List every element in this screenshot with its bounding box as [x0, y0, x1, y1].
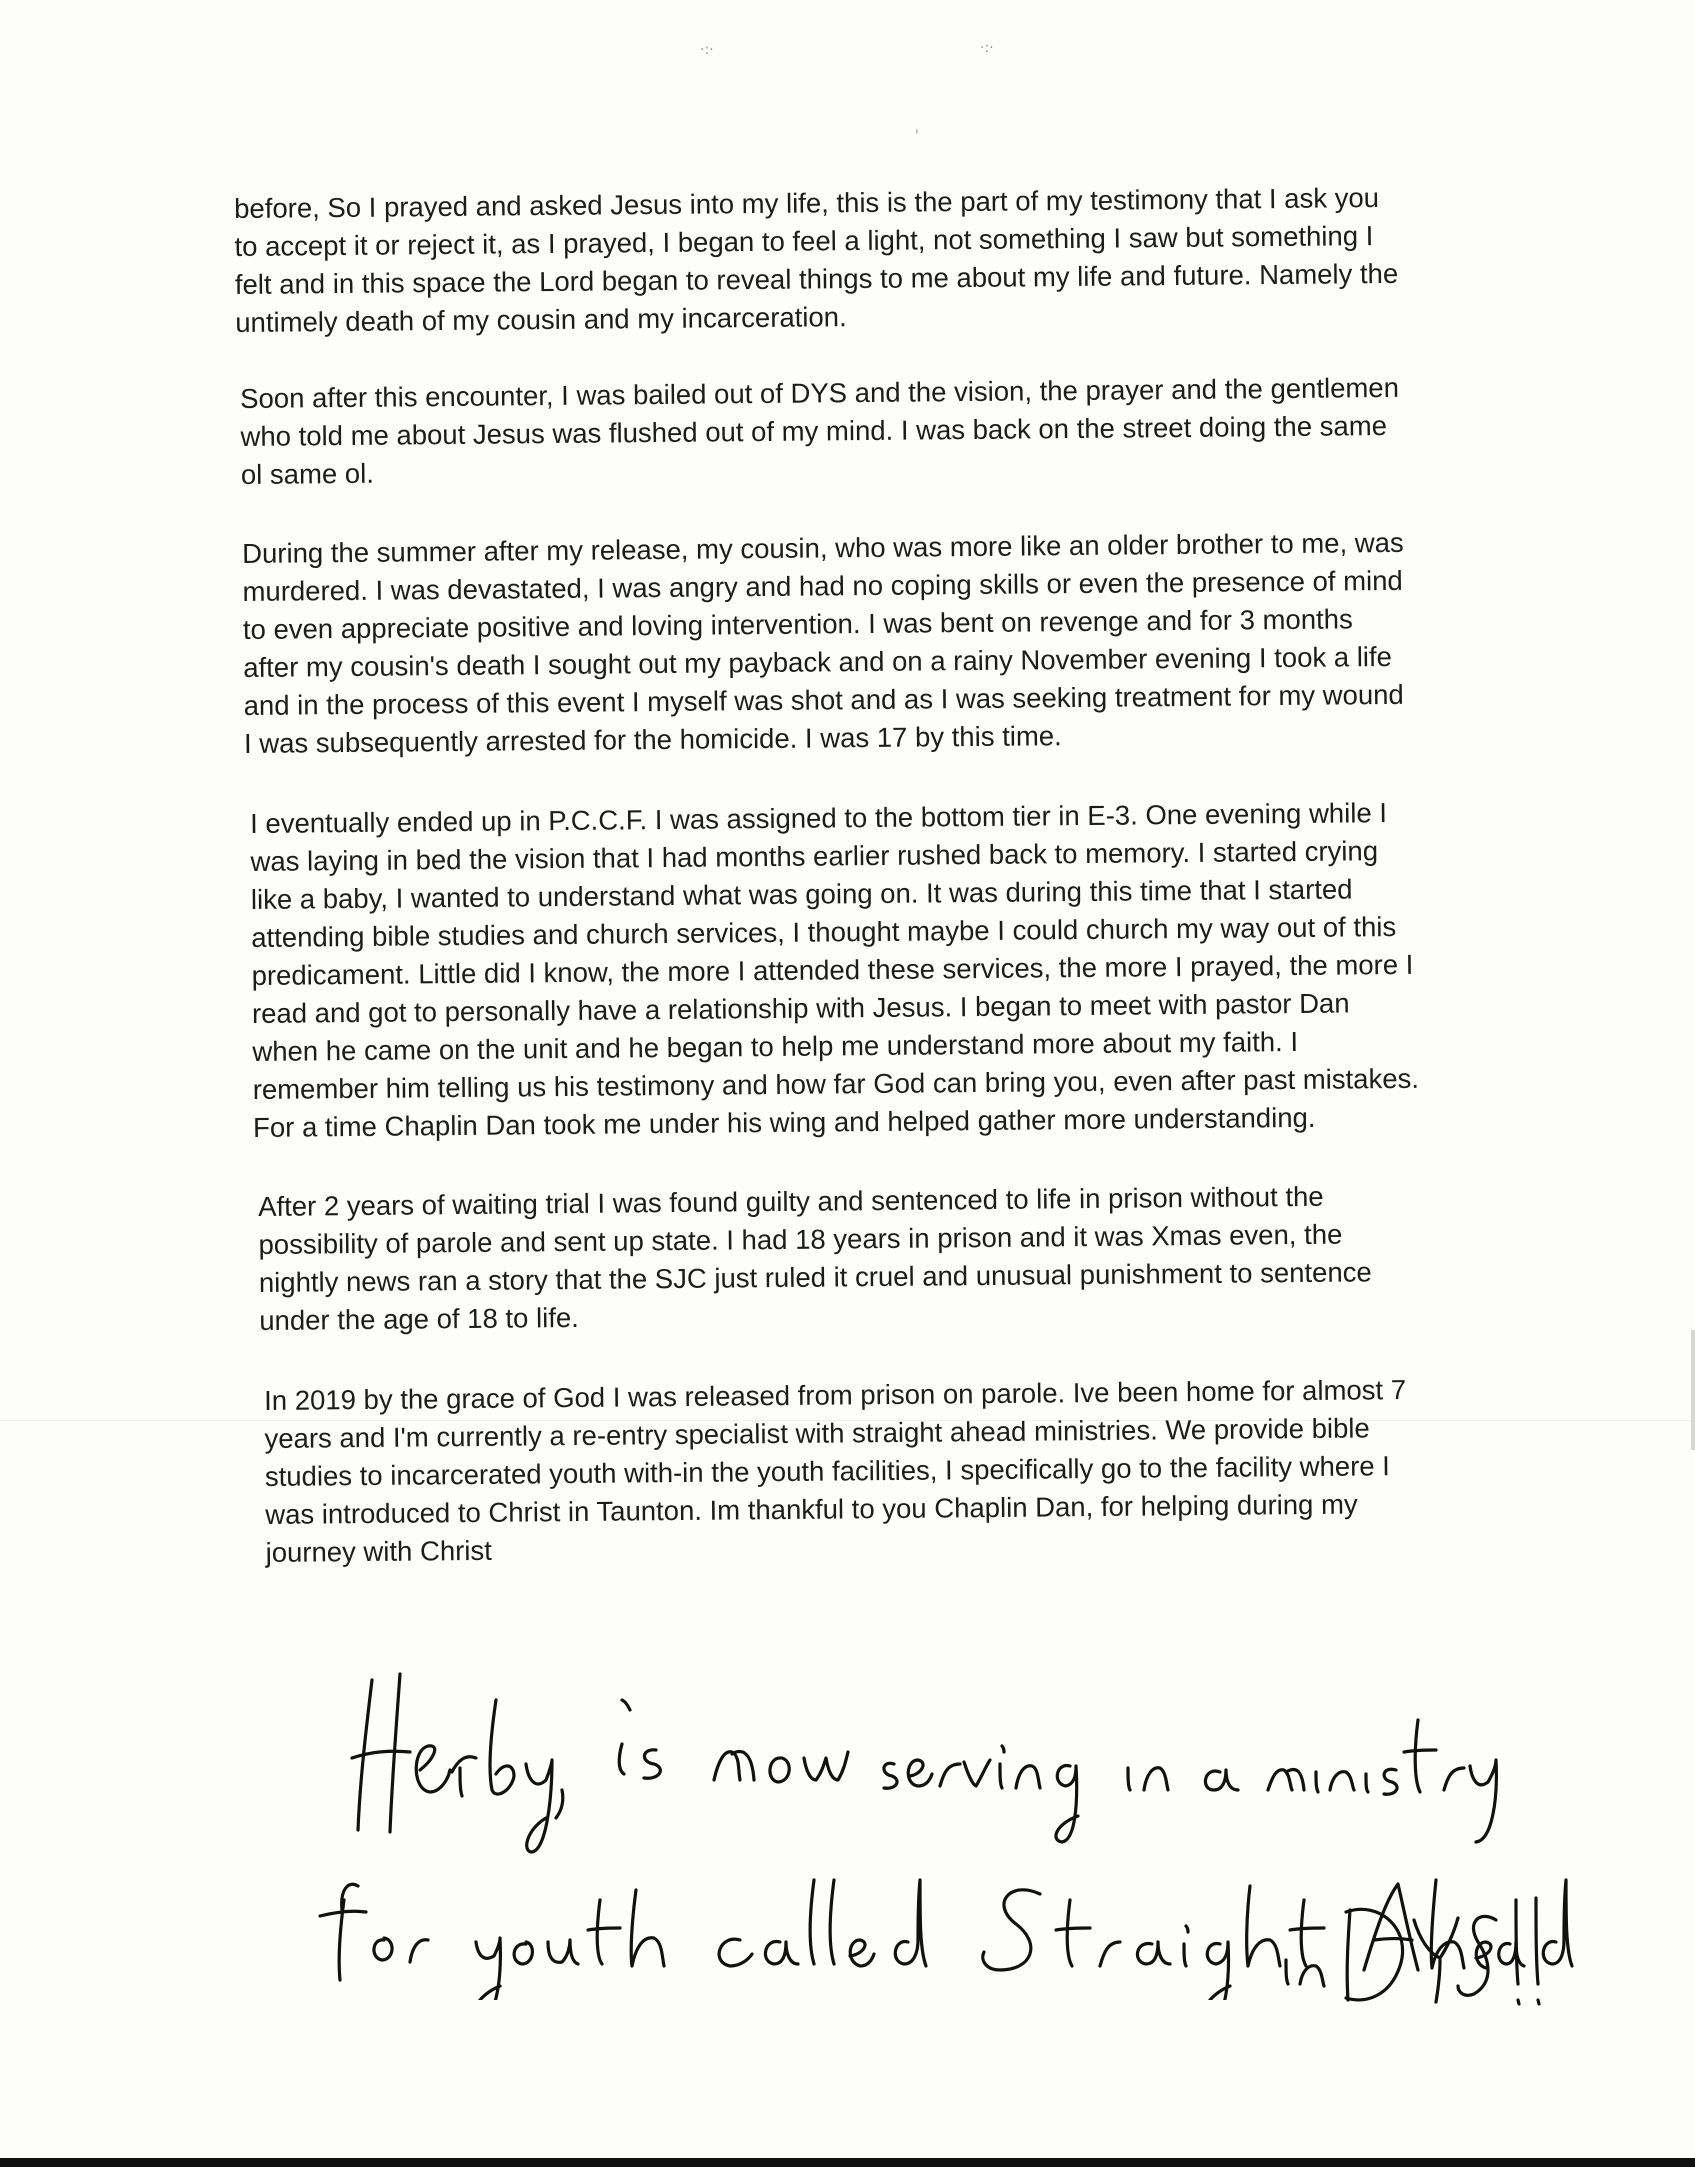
- paragraph-sentencing: After 2 years of waiting trial I was found guilty and sentenced to life in prison without the possibility of parole and sent up state. I had 18 years in prison and it was Xmas even, the nightly news ran a story that the SJC just ruled it cruel and unusual punishment to sentence under the age of 18 to life.: [258, 1180, 1372, 1336]
- paragraph-pccf: I eventually ended up in P.C.C.F. I was assigned to the bottom tier in E-3. One evening while I was laying in bed the vision that I had months earlier rushed back to memory. I started crying like a baby, I wanted to understand what was going on. It was during this time that I started attending bible studies and church services, I thought maybe I could church my way out of this predicament. Little did I know, the more I attended these services, the more I prayed, the more I read and got to personally have a relationship with Jesus. I began to meet with pastor Dan when he came on the unit and he began to help me understand more about my faith. I remember him telling us his testimony and how far God can bring you, even after past mistakes. For a time Chaplin Dan took me under his wing and helped gather more understanding.: [250, 797, 1420, 1143]
- paper-edge-shadow: [1691, 1330, 1695, 1450]
- scan-speck: ·:·: [980, 40, 994, 56]
- paragraph-bailed-out: Soon after this encounter, I was bailed out of DYS and the vision, the prayer and the gentlemen who told me about Jesus was flushed out of my mind. I was back on the street doing the same ol same ol.: [240, 371, 1400, 490]
- scan-bottom-edge: [0, 2158, 1695, 2167]
- handwritten-note-ending: [1190, 1880, 1550, 2030]
- scan-speck: ': [915, 128, 919, 144]
- scan-speck: ·:·: [700, 42, 714, 58]
- paragraph-released: In 2019 by the grace of God I was released from prison on parole. Ive been home for almost 7 years and I'm currently a re-entry specialist with straight ahead ministries. We provide bible studies to incarcerated youth with-in the youth facilities, I specifically go to the facility where I was introduced to Christ in Taunton. Im thankful to you Chaplin Dan, for helping during my journey with Christ: [264, 1374, 1407, 1568]
- paragraph-cousin-murdered: During the summer after my release, my cousin, who was more like an older brother to me, was murdered. I was devastated, I was angry and had no coping skills or even the presence of mind to even appreciate positive and loving intervention. I was bent on revenge and for 3 months after my cousin's death I sought out my payback and on a rainy November evening I took a life and in the process of this event I myself was shot and as I was seeking treatment for my wound I was subsequently arrested for the homicide. I was 17 by this time.: [242, 526, 1404, 759]
- paragraph-prayer: before, So I prayed and asked Jesus into my life, this is the part of my testimony that I ask you to accept it or reject it, as I prayed, I began to feel a light, not something I saw but something I felt and in this space the Lord began to reveal things to me about my life and future. Namely the untimely death of my cousin and my incarceration.: [234, 182, 1399, 338]
